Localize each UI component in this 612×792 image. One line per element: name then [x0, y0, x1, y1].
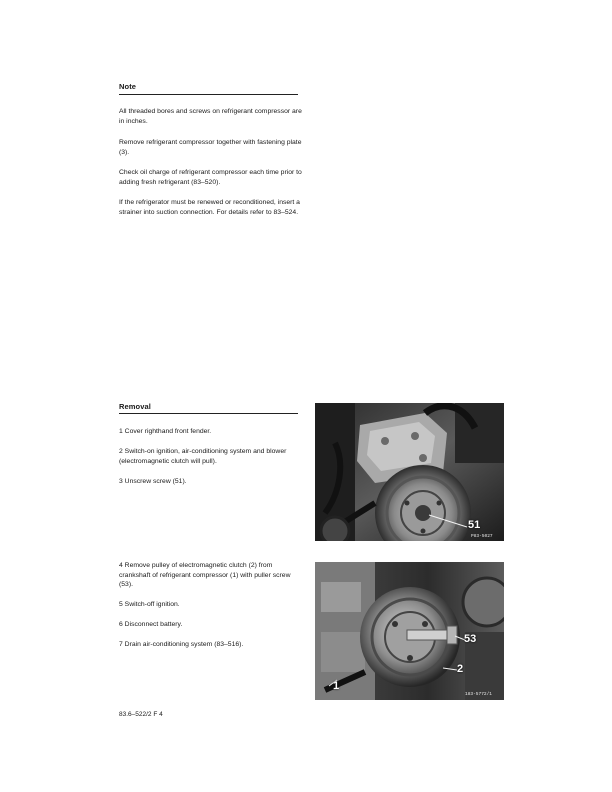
removal-step-1: 1 Cover righthand front fender. — [119, 428, 212, 435]
removal-step-4: 4 Remove pulley of electromagnetic clutch (2) from crankshaft of refrigerant compressor (1) with puller screw (53). — [119, 562, 291, 588]
note-heading: Note — [119, 82, 137, 91]
compressor-photo-2-illustration — [315, 562, 504, 700]
photo-1-code: P83-5027 — [471, 534, 493, 539]
label-53: 53 — [464, 633, 477, 645]
removal-step-3: 3 Unscrew screw (51). — [119, 478, 187, 485]
removal-heading-rule — [119, 413, 298, 414]
removal-heading: Removal — [119, 402, 151, 411]
page-reference: 83.6–522/2 F 4 — [119, 711, 163, 718]
removal-step-7: 7 Drain air-conditioning system (83–516). — [119, 641, 244, 648]
removal-step-6: 6 Disconnect battery. — [119, 621, 183, 628]
note-paragraph-4: If the refrigerator must be renewed or reconditioned, insert a strainer into suction connection. For details refer to 83–524. — [119, 199, 300, 216]
removal-step-2: 2 Switch-on ignition, air-conditioning system and blower (electromagnetic clutch will pull). — [119, 448, 287, 465]
compressor-photo-1 — [315, 403, 504, 541]
note-paragraph-2: Remove refrigerant compressor together with fastening plate (3). — [119, 139, 302, 156]
note-paragraph-3: Check oil charge of refrigerant compressor each time prior to adding fresh refrigerant (83–520). — [119, 169, 302, 186]
removal-step-5: 5 Switch-off ignition. — [119, 601, 180, 608]
note-heading-rule — [119, 94, 298, 95]
photo-2-code: 183-5772/1 — [465, 692, 493, 697]
label-1: 1 — [333, 680, 340, 692]
compressor-photo-2 — [315, 562, 504, 700]
note-paragraph-1: All threaded bores and screws on refrigerant compressor are in inches. — [119, 108, 302, 125]
label-51: 51 — [468, 519, 481, 531]
label-2: 2 — [457, 663, 464, 675]
